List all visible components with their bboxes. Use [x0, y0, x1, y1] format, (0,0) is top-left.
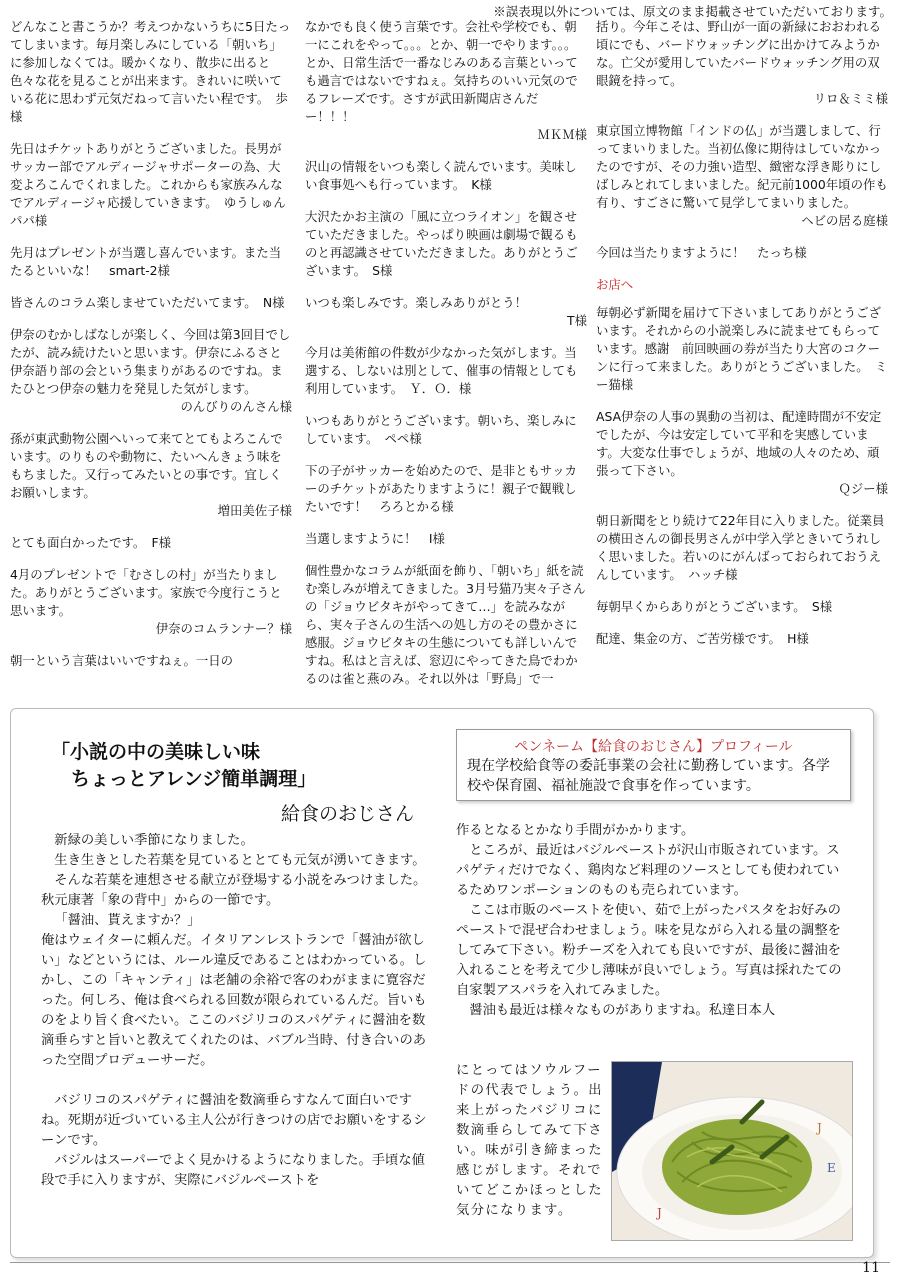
footer-rule — [10, 1262, 890, 1263]
article-author: 給食のおじさん — [281, 803, 415, 825]
letter-entry: 個性豊かなコラムが紙面を飾り、「朝いち」紙を読む楽しみが増えてきました。3月号猫乃実々子さんの「ジョウビタキがやってきて…」を読みながら、実々子さんの生活への処し方のその豊かさに感服。ジョウビタキの生態についても詳しいんですね。私はと言えば、窓辺にやってきた鳥でわかるのは雀と燕のみ。それ以外は「野鳥」で一 — [305, 563, 586, 686]
profile-heading: ペンネーム【給食のおじさん】プロフィール — [514, 739, 793, 755]
pasta-photo — [611, 1061, 853, 1241]
profile-box — [456, 729, 851, 801]
letter-entry: 4月のプレゼントで「むさしの村」が当たりました。ありがとうございます。家族で今度行こうと思います。 伊奈のコムランナー？様 — [10, 567, 292, 636]
shop-heading: お店へ — [596, 277, 634, 292]
letter-entry: 朝一という言葉はいいですねぇ。一日の — [10, 653, 234, 668]
letter-entry: 今回は当たりますように！ たっち様 — [596, 245, 807, 260]
letter-entry: 大沢たかお主演の「風に立つライオン」を観させていただきました。やっぱり映画は劇場で観るものと再認識させていただきました。ありがとうございます。 S様 — [305, 209, 578, 278]
letter-entry: どんなこと書こうか？考えつかないうちに5日たってしまいます。毎月楽しみにしている「朝いち」に参加しなくては。暖かくなり、散歩に出ると色々な花を見ることが出来ます。きれいに咲いている花に思わず元気だねって言いたい程です。 歩様 — [10, 19, 291, 124]
letters-column-1 — [10, 18, 292, 684]
svg-text:E: E — [827, 1161, 836, 1175]
letter-entry: 先月はプレゼントが当選し喜んでいます。また当たるといいな！ smart-2様 — [10, 245, 282, 278]
letter-entry: 先日はチケットありがとうございました。長男がサッカー部でアルディージャサポーターの為、大変よろこんでくれました。これからも家族みんなでアルディージャ応援していきます。 ゆうしゅんパパ様 — [10, 141, 286, 228]
pasta-plate-image — [612, 1062, 852, 1240]
letter-entry: 皆さんのコラム楽しませていただいてます。 N様 — [10, 295, 285, 310]
letter-entry: 当選しますように！ I様 — [305, 531, 445, 546]
letter-entry: 孫が東武動物公園へいって来てとてもよろこんでいます。のりものや動物に、たいへんきょう味をもちました。又行ってみたいとの事です。宜しくお願いします。 増田美佐子様 — [10, 431, 292, 518]
article-body-right: 作るとなるとかなり手間がかかります。 ところが、最近はバジルペーストが沢山市販されています。スパゲティだけでなく、鶏肉など料理のソースとしても使われているためワンポーションのものも売られています。 ここは市販のペーストを使い、茹で上がったパスタをお好みのペーストで混ぜ合わせましょう。味を見ながら入れる量の調整をしてみて下さい。粉チーズを入れても良いですが、最後に醤油を入れることを考えて少し薄味が良いでしょう。写真は採れたての自家製アスパラを入れてみました。 醤油も最近は様々なものがありますね。私達日本人 — [456, 823, 842, 1018]
letter-entry: いつもありがとうございます。朝いち、楽しみにしています。 ペペ様 — [305, 413, 577, 446]
letter-entry: なかでも良く使う言葉です。会社や学校でも、朝一にこれをやって。。。とか、朝一でやります。。。とか、日常生活で一番なじみのある言葉といっても過言ではないですねぇ。気持ちのいい元気のでるフレーズです。さすが武田新聞店さんだー！！！ ＭＫＭ様 — [305, 19, 587, 142]
letter-entry: 伊奈のむかしばなしが楽しく、今回は第3回目でしたが、読み続けたいと思います。伊奈にふるさと伊奈語り部の会という集まりがあるのですね。またひとつ伊奈の魅力を発見した気がします。 のんびりのんさん様 — [10, 327, 292, 414]
feature-article — [10, 708, 874, 1258]
shop-letter-entry: 配達、集金の方、ご苦労様です。 H様 — [596, 631, 809, 646]
letter-entry: 沢山の情報をいつも楽しく読んでいます。美味しい食事処へも行っています。 K様 — [305, 159, 577, 192]
shop-letter-entry: 毎朝必ず新聞を届けて下さいましてありがとうございます。それからの小説楽しみに読ませてもらっています。感謝 前回映画の券が当たり大宮のコクーンに行って来ました。ありがとうございました。 ミー猫様 — [596, 305, 888, 392]
letter-entry: 下の子がサッカーを始めたので、是非ともサッカーのチケットがあたりますように！親子で観戦したいです！ ろろとかる様 — [305, 463, 577, 514]
letter-entry: 東京国立博物館「インドの仏」が当選しまして、行ってまいりました。当初仏像に期待はしていなかったのですが、その力強い造型、緻密な浮き彫りにしばしみとれてしまいました。紀元前1000年頃の作も有り、すごさに驚いて見学してまいりました。 ヘビの居る庭様 — [596, 123, 888, 228]
article-body-left: 新緑の美しい季節になりました。 生き生きとした若葉を見ているととても元気が湧いてきます。 そんな若葉を連想させる献立が登場する小説をみつけました。 秋元康著「象の背中」からの一節です。 「醤油、貰えますか？」 俺はウェイターに頼んだ。イタリアンレストランで「醤油が欲しい」などというには、ルール違反であることはわかっている。しかし、この「キャンティ」は老舗の余裕で客のわがままに寛容だった。何しろ、俺は食べられる回数が限られているんだ。旨いものをより旨く食べたい。ここのバジリコのスパゲティに醤油を数滴垂らすと旨いと教えてくれたのは、バブル当時、付き合いのあった空間プロデューサーだ。 バジリコのスパゲティに醤油を数滴垂らすなんて面白いですね。死期が近づいている主人公が行きつけの店でお願いをするシーンです。 バジルはスーパーでよく見かけるようになりました。手頃な値段で手に入りますが、実際にバジルペーストを — [41, 833, 427, 1188]
svg-text:J: J — [657, 1206, 662, 1220]
shop-letter-entry: 朝日新聞をとり続けて22年目に入りました。従業員の横田さんの御長男さんが中学入学ときいてうれしく思いました。若いのにがんばっておられておうえんしています。 ハッチ様 — [596, 513, 885, 582]
article-wrap-text: にとってはソウルフードの代表でしょう。出来上がったバジリコに数滴垂らしてみて下さい。味が引き締まった感じがします。それでいてどこかほっとした気分になります。 — [456, 1063, 603, 1218]
letter-entry: 括り。今年こそは、野山が一面の新緑におおわれる頃にでも、バードウォッチングに出かけてみようかな。亡父が愛用していたバードウォッチング用の双眼鏡を持って。 リロ＆ミミ様 — [596, 19, 888, 106]
svg-text:J: J — [817, 1121, 822, 1135]
letter-entry: いつも楽しみです。楽しみありがとう！ T様 — [305, 295, 587, 328]
page-number: 11 — [862, 1260, 880, 1276]
shop-letter-entry: 毎朝早くからありがとうございます。 S様 — [596, 599, 833, 614]
shop-letter-entry: ASA伊奈の人事の異動の当初は、配達時間が不安定でしたが、今は安定していて平和を実感しています。大変な仕事でしょうが、地域の人々のため、頑張って下さい。 Ｑジー様 — [596, 409, 888, 496]
article-title: 「小説の中の美味しい味 ちょっとアレンジ簡単調理」 — [51, 741, 317, 790]
letters-column-2 — [305, 18, 587, 702]
letters-column-3 — [596, 18, 888, 662]
letter-entry: とても面白かったです。 F様 — [10, 535, 172, 550]
notice: ※誤表現以外については、原文のまま掲載させていただいております。 — [493, 4, 892, 19]
letter-entry: 今月は美術館の件数が少なかった気がします。当選する、しないは別として、催事の情報としても利用しています。 Ｙ．Ｏ．様 — [305, 345, 578, 396]
profile-text: 現在学校給食等の委託事業の会社に勤務しています。各学校や保育園、福祉施設で食事を作っています。 — [467, 758, 830, 794]
